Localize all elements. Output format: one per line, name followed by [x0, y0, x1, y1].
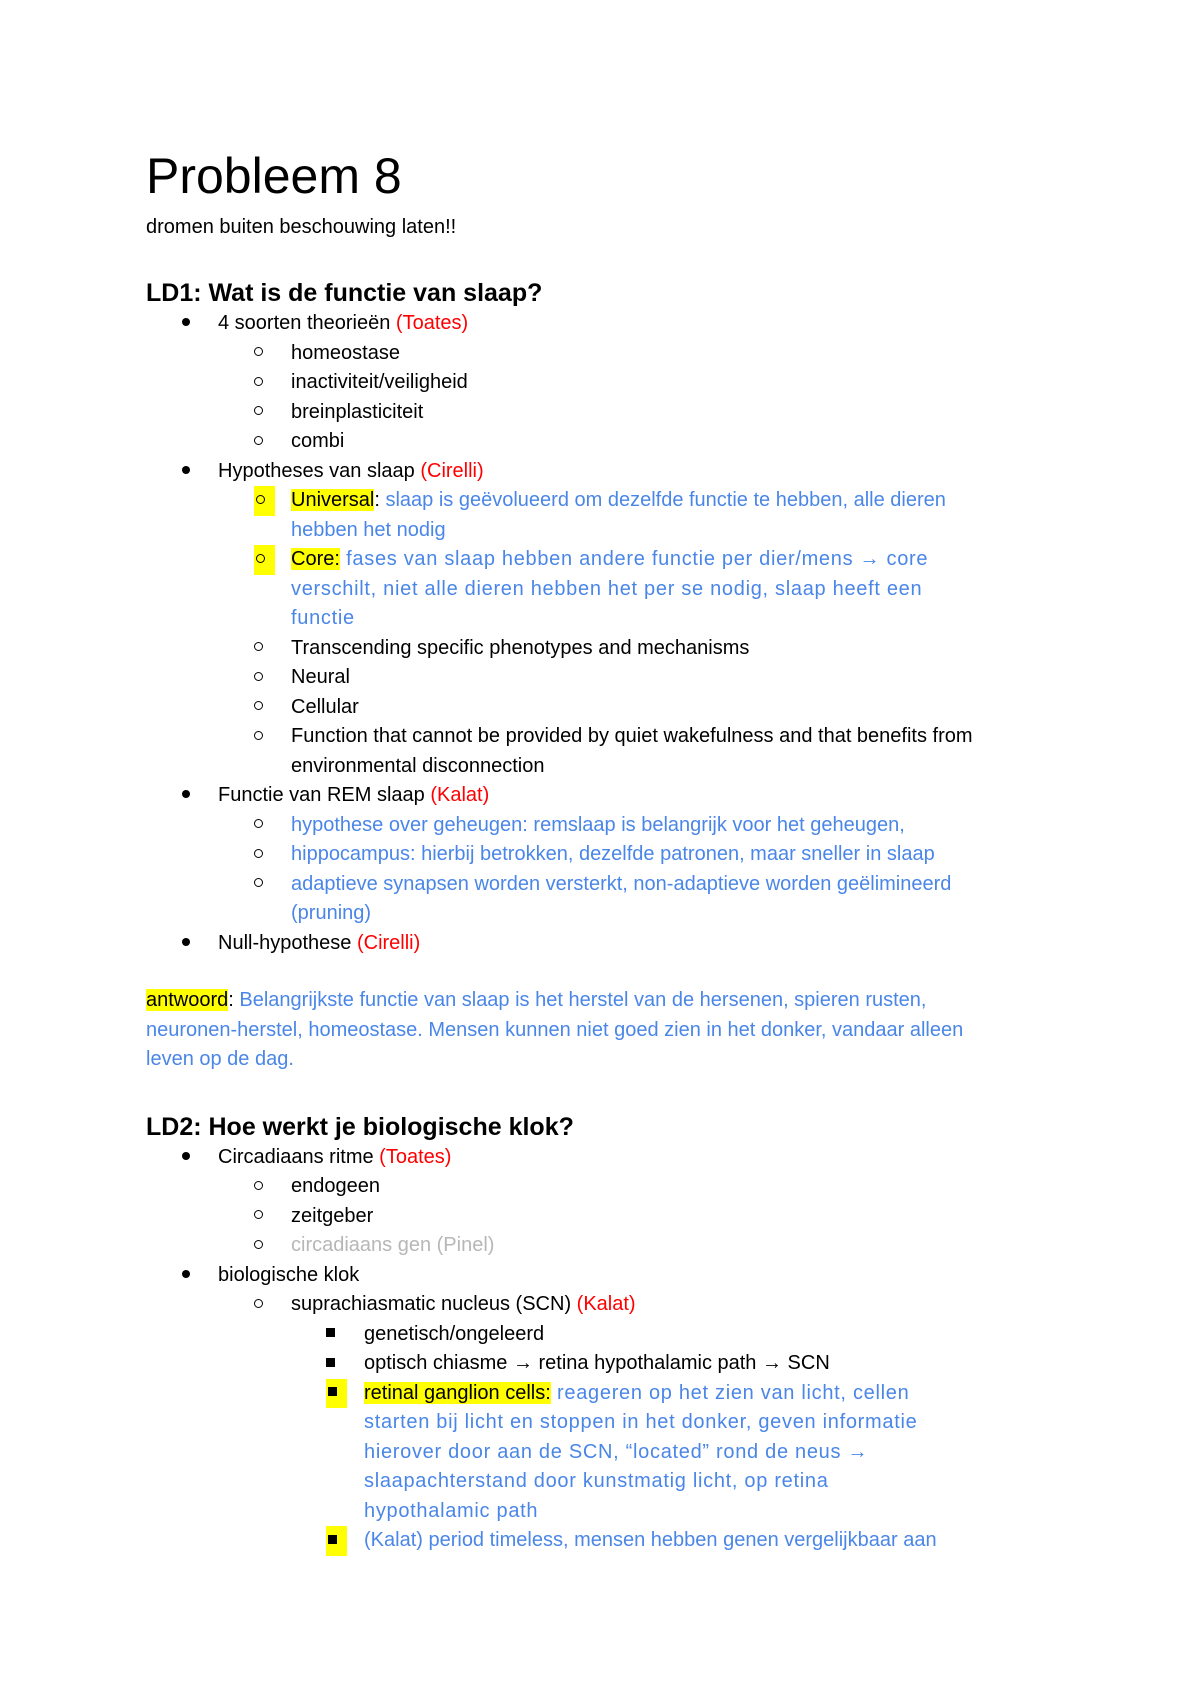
list-item: endogeen [146, 1172, 1066, 1202]
source-citation: (Toates) [395, 312, 469, 334]
list-item-continuation: slaapachterstand door kunstmatig licht, op retina [364, 1470, 829, 1492]
ld2-heading: LD2: Hoe werkt je biologische klok? [146, 1112, 574, 1141]
highlight-term: Universal [291, 489, 375, 511]
list-item-continuation: starten bij licht en stoppen in het donker, geven informatie [364, 1411, 918, 1433]
list-item-universal: Universal: slaap is geëvolueerd om dezelfde functie te hebben, alle dieren [146, 486, 1066, 516]
list-item: circadiaans gen (Pinel) [146, 1231, 1066, 1261]
bullet-circle-icon [254, 663, 263, 693]
source-citation: (Cirelli) [420, 459, 484, 482]
bullet-dot-icon [182, 1261, 190, 1291]
bullet-square-icon [326, 1379, 347, 1409]
bullet-circle-icon [254, 1172, 263, 1202]
list-item-null: Null-hypothese (Cirelli) [146, 929, 1066, 959]
list-item-continuation: hebben het nodig [291, 518, 446, 541]
list-item-scn: suprachiasmatic nucleus (SCN) (Kalat) [146, 1290, 1066, 1320]
bullet-square-icon [326, 1349, 335, 1379]
bullet-square-icon [326, 1526, 347, 1556]
bullet-circle-icon [254, 634, 263, 664]
list-item: homeostase [146, 339, 1066, 369]
list-item-hypotheses: Hypotheses van slaap (Cirelli) [146, 457, 1066, 487]
list-item: combi [146, 427, 1066, 457]
bullet-dot-icon [182, 309, 190, 339]
list-item: hippocampus: hierbij betrokken, dezelfde patronen, maar sneller in slaap [146, 840, 1066, 870]
list-item-continuation: environmental disconnection [291, 754, 545, 777]
bullet-circle-icon [254, 870, 263, 900]
bullet-circle-icon [254, 545, 275, 575]
bullet-circle-icon [254, 811, 263, 841]
list-item: zeitgeber [146, 1202, 1066, 1232]
list-item: Cellular [146, 693, 1066, 723]
list-item: genetisch/ongeleerd [146, 1320, 1066, 1350]
bullet-circle-icon [254, 398, 263, 428]
ld1-heading: LD1: Wat is de functie van slaap? [146, 279, 543, 307]
list-item: Neural [146, 663, 1066, 693]
bullet-circle-icon [254, 1202, 263, 1232]
bullet-dot-icon [182, 1143, 190, 1173]
page-title: Probleem 8 [146, 148, 402, 204]
list-item-continuation: verschilt, niet alle dieren hebben het per se nodig, slaap heeft een [291, 577, 923, 600]
list-item: adaptieve synapsen worden versterkt, non-adaptieve worden geëlimineerd [146, 870, 1066, 900]
list-item-rgc: retinal ganglion cells: reageren op het zien van licht, cellen [146, 1379, 1066, 1409]
source-citation: (Kalat) [430, 784, 490, 806]
source-citation: (Kalat) [576, 1293, 636, 1315]
bullet-dot-icon [182, 457, 190, 487]
bullet-circle-icon [254, 339, 263, 369]
list-item: hypothese over geheugen: remslaap is belangrijk voor het geheugen, [146, 811, 1066, 841]
list-item-continuation: hypothalamic path [364, 1499, 539, 1522]
list-item: optisch chiasme → retina hypothalamic path → SCN [146, 1349, 1066, 1379]
bullet-circle-icon [254, 693, 263, 723]
list-item-core: Core: fases van slaap hebben andere functie per dier/mens → core [146, 545, 1066, 575]
bullet-circle-icon [254, 722, 263, 752]
bullet-circle-icon [254, 840, 263, 870]
highlight-term: retinal ganglion cells: [364, 1381, 551, 1404]
bullet-circle-icon [254, 1290, 263, 1320]
bullet-dot-icon [182, 929, 190, 959]
bullet-dot-icon [182, 781, 190, 811]
list-item-rem: Functie van REM slaap (Kalat) [146, 781, 1066, 811]
list-item-period: (Kalat) period timeless, mensen hebben genen vergelijkbaar aan [146, 1526, 1066, 1556]
highlight-term: Core: [291, 548, 340, 570]
answer-paragraph: antwoord: Belangrijkste functie van slaap is het herstel van de hersenen, spieren rusten, neuronen-herstel, homeostase. Mensen kunnen niet goed zien in het donker, vandaar alleen leven op de dag. [146, 989, 964, 1070]
page-subtitle: dromen buiten beschouwing laten!! [146, 216, 457, 238]
source-citation: (Cirelli) [356, 931, 421, 954]
list-item-theories: 4 soorten theorieën (Toates) [146, 309, 1066, 339]
list-item: breinplasticiteit [146, 398, 1066, 428]
list-item: Transcending specific phenotypes and mechanisms [146, 634, 1066, 664]
document-content [146, 145, 1066, 1556]
list-item-clock: biologische klok [146, 1261, 1066, 1291]
list-item: inactiviteit/veiligheid [146, 368, 1066, 398]
answer-label: antwoord [146, 989, 229, 1011]
list-item-continuation: hierover door aan de SCN, “located” rond de neus → [364, 1440, 869, 1463]
list-item-continuation: functie [291, 607, 355, 629]
list-item-continuation: (pruning) [291, 902, 372, 924]
bullet-circle-icon [254, 427, 263, 457]
source-citation: (Toates) [379, 1145, 452, 1168]
bullet-circle-icon [254, 486, 275, 516]
bullet-square-icon [326, 1320, 335, 1350]
list-item-circadian: Circadiaans ritme (Toates) [146, 1143, 1066, 1173]
bullet-circle-icon [254, 368, 263, 398]
list-item: Function that cannot be provided by quiet wakefulness and that benefits from [146, 722, 1066, 752]
bullet-circle-icon [254, 1231, 263, 1261]
